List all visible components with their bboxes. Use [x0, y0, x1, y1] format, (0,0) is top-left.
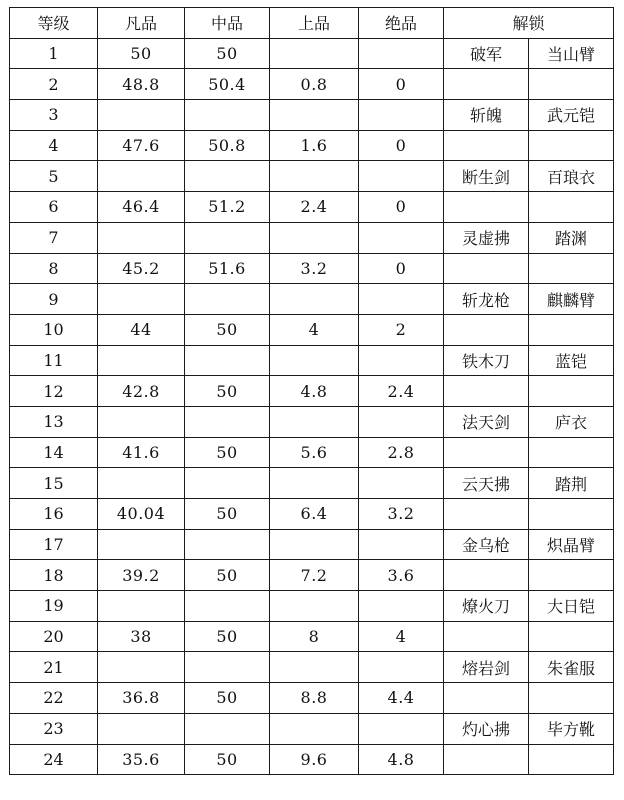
cell-jue: 0 [359, 192, 444, 223]
table-header [10, 8, 614, 39]
table-row [10, 591, 614, 622]
table-row [10, 130, 614, 161]
cell-zhong: 50 [185, 744, 270, 775]
cell-level: 13 [10, 406, 98, 437]
cell-shang: 3.2 [270, 253, 359, 284]
table-row [10, 284, 614, 315]
cell-level: 12 [10, 376, 98, 407]
cell-fan: 47.6 [98, 130, 185, 161]
cell-shang: 9.6 [270, 744, 359, 775]
cell-jue [359, 38, 444, 69]
cell-jue: 2.4 [359, 376, 444, 407]
cell-zhong [185, 161, 270, 192]
cell-level: 8 [10, 253, 98, 284]
cell-zhong [185, 284, 270, 315]
cell-jue [359, 345, 444, 376]
cell-jue: 4.8 [359, 744, 444, 775]
cell-level: 7 [10, 222, 98, 253]
cell-shang: 8 [270, 621, 359, 652]
cell-jue: 0 [359, 253, 444, 284]
cell-fan [98, 468, 185, 499]
cell-jue [359, 284, 444, 315]
cell-fan: 40.04 [98, 499, 185, 530]
cell-unlock-armor: 武元铠 [529, 100, 614, 131]
cell-zhong: 50 [185, 38, 270, 69]
table-row [10, 345, 614, 376]
cell-jue [359, 591, 444, 622]
cell-level: 22 [10, 683, 98, 714]
table-row [10, 713, 614, 744]
table-row [10, 253, 614, 284]
cell-unlock-armor [529, 192, 614, 223]
cell-unlock-weapon: 破军 [444, 38, 529, 69]
cell-jue: 2 [359, 314, 444, 345]
cell-fan: 50 [98, 38, 185, 69]
cell-level: 17 [10, 529, 98, 560]
header-row [10, 8, 614, 39]
cell-unlock-weapon [444, 192, 529, 223]
header-jue: 绝品 [359, 8, 444, 39]
table-row [10, 621, 614, 652]
table-row [10, 437, 614, 468]
cell-unlock-armor: 踏渊 [529, 222, 614, 253]
cell-zhong: 50.8 [185, 130, 270, 161]
cell-unlock-weapon: 法天剑 [444, 406, 529, 437]
cell-unlock-weapon: 灼心拂 [444, 713, 529, 744]
cell-fan [98, 161, 185, 192]
cell-shang [270, 161, 359, 192]
cell-unlock-armor [529, 744, 614, 775]
cell-unlock-weapon [444, 437, 529, 468]
cell-shang: 2.4 [270, 192, 359, 223]
cell-unlock-armor [529, 437, 614, 468]
cell-level: 2 [10, 69, 98, 100]
cell-fan: 48.8 [98, 69, 185, 100]
cell-zhong [185, 652, 270, 683]
cell-jue: 4 [359, 621, 444, 652]
cell-fan [98, 222, 185, 253]
cell-unlock-weapon [444, 314, 529, 345]
cell-unlock-armor [529, 621, 614, 652]
cell-jue: 0 [359, 130, 444, 161]
cell-jue [359, 713, 444, 744]
cell-unlock-weapon [444, 683, 529, 714]
cell-shang [270, 652, 359, 683]
cell-level: 5 [10, 161, 98, 192]
cell-unlock-weapon [444, 376, 529, 407]
table-row [10, 38, 614, 69]
cell-unlock-weapon: 铁木刀 [444, 345, 529, 376]
cell-shang [270, 100, 359, 131]
cell-fan [98, 284, 185, 315]
table-row [10, 376, 614, 407]
cell-unlock-weapon [444, 130, 529, 161]
cell-fan: 46.4 [98, 192, 185, 223]
cell-jue [359, 222, 444, 253]
cell-jue [359, 652, 444, 683]
cell-shang: 5.6 [270, 437, 359, 468]
cell-unlock-weapon: 斩魄 [444, 100, 529, 131]
table-row [10, 560, 614, 591]
cell-level: 23 [10, 713, 98, 744]
cell-unlock-armor: 大日铠 [529, 591, 614, 622]
cell-unlock-weapon: 斩龙枪 [444, 284, 529, 315]
cell-jue [359, 529, 444, 560]
cell-level: 4 [10, 130, 98, 161]
cell-zhong [185, 406, 270, 437]
cell-jue: 3.6 [359, 560, 444, 591]
cell-fan [98, 713, 185, 744]
cell-jue: 0 [359, 69, 444, 100]
cell-fan [98, 406, 185, 437]
cell-unlock-weapon [444, 499, 529, 530]
cell-zhong: 50 [185, 376, 270, 407]
cell-shang [270, 38, 359, 69]
table-body [10, 38, 614, 775]
cell-unlock-weapon [444, 560, 529, 591]
cell-level: 1 [10, 38, 98, 69]
cell-fan: 36.8 [98, 683, 185, 714]
cell-unlock-weapon: 云天拂 [444, 468, 529, 499]
cell-level: 14 [10, 437, 98, 468]
cell-unlock-armor [529, 560, 614, 591]
cell-zhong [185, 222, 270, 253]
cell-unlock-armor: 炽晶臂 [529, 529, 614, 560]
cell-unlock-armor: 庐衣 [529, 406, 614, 437]
cell-shang [270, 713, 359, 744]
cell-unlock-armor [529, 69, 614, 100]
cell-zhong: 50 [185, 437, 270, 468]
cell-zhong [185, 345, 270, 376]
table-row [10, 314, 614, 345]
cell-jue: 4.4 [359, 683, 444, 714]
cell-level: 6 [10, 192, 98, 223]
cell-unlock-armor: 当山臂 [529, 38, 614, 69]
cell-fan: 41.6 [98, 437, 185, 468]
table-row [10, 499, 614, 530]
cell-shang [270, 529, 359, 560]
cell-zhong [185, 529, 270, 560]
cell-zhong [185, 468, 270, 499]
cell-zhong: 50 [185, 314, 270, 345]
cell-zhong [185, 100, 270, 131]
cell-unlock-weapon: 金乌枪 [444, 529, 529, 560]
table-row [10, 100, 614, 131]
cell-unlock-armor: 蓝铠 [529, 345, 614, 376]
cell-zhong: 50 [185, 621, 270, 652]
table-row [10, 222, 614, 253]
cell-fan [98, 591, 185, 622]
cell-unlock-armor [529, 499, 614, 530]
cell-level: 18 [10, 560, 98, 591]
cell-unlock-weapon: 燎火刀 [444, 591, 529, 622]
cell-shang: 7.2 [270, 560, 359, 591]
cell-level: 24 [10, 744, 98, 775]
cell-unlock-armor [529, 314, 614, 345]
header-level: 等级 [10, 8, 98, 39]
cell-shang: 0.8 [270, 69, 359, 100]
cell-level: 21 [10, 652, 98, 683]
cell-unlock-weapon: 熔岩剑 [444, 652, 529, 683]
table-row [10, 69, 614, 100]
cell-fan [98, 652, 185, 683]
cell-shang [270, 284, 359, 315]
cell-unlock-weapon: 灵虚拂 [444, 222, 529, 253]
table-row [10, 744, 614, 775]
cell-level: 9 [10, 284, 98, 315]
cell-shang [270, 345, 359, 376]
cell-zhong: 50 [185, 499, 270, 530]
table-row [10, 468, 614, 499]
cell-fan [98, 529, 185, 560]
level-table [9, 7, 614, 775]
cell-shang: 1.6 [270, 130, 359, 161]
cell-fan: 42.8 [98, 376, 185, 407]
cell-shang [270, 591, 359, 622]
cell-unlock-armor: 毕方靴 [529, 713, 614, 744]
cell-zhong [185, 591, 270, 622]
cell-fan [98, 345, 185, 376]
cell-unlock-armor: 百琅衣 [529, 161, 614, 192]
cell-fan: 35.6 [98, 744, 185, 775]
cell-jue [359, 406, 444, 437]
cell-unlock-weapon [444, 621, 529, 652]
cell-unlock-armor [529, 130, 614, 161]
cell-shang: 6.4 [270, 499, 359, 530]
cell-shang [270, 222, 359, 253]
cell-level: 10 [10, 314, 98, 345]
cell-shang [270, 406, 359, 437]
cell-unlock-weapon [444, 253, 529, 284]
cell-unlock-weapon [444, 744, 529, 775]
table-row [10, 406, 614, 437]
cell-zhong [185, 713, 270, 744]
table-row [10, 529, 614, 560]
header-zhong: 中品 [185, 8, 270, 39]
cell-shang [270, 468, 359, 499]
cell-level: 20 [10, 621, 98, 652]
cell-zhong: 50 [185, 683, 270, 714]
header-unlock: 解锁 [444, 8, 614, 39]
cell-fan: 45.2 [98, 253, 185, 284]
cell-unlock-armor: 朱雀服 [529, 652, 614, 683]
cell-jue [359, 100, 444, 131]
cell-zhong: 50.4 [185, 69, 270, 100]
cell-unlock-weapon: 断生剑 [444, 161, 529, 192]
cell-fan: 39.2 [98, 560, 185, 591]
table-row [10, 683, 614, 714]
cell-unlock-armor [529, 253, 614, 284]
cell-fan: 44 [98, 314, 185, 345]
cell-unlock-armor [529, 376, 614, 407]
cell-unlock-weapon [444, 69, 529, 100]
cell-unlock-armor [529, 683, 614, 714]
table-row [10, 652, 614, 683]
cell-jue: 3.2 [359, 499, 444, 530]
cell-fan [98, 100, 185, 131]
cell-zhong: 50 [185, 560, 270, 591]
cell-level: 16 [10, 499, 98, 530]
header-fan: 凡品 [98, 8, 185, 39]
cell-level: 11 [10, 345, 98, 376]
table-row [10, 161, 614, 192]
cell-zhong: 51.6 [185, 253, 270, 284]
cell-level: 15 [10, 468, 98, 499]
cell-fan: 38 [98, 621, 185, 652]
cell-zhong: 51.2 [185, 192, 270, 223]
cell-jue [359, 468, 444, 499]
cell-shang: 8.8 [270, 683, 359, 714]
cell-shang: 4 [270, 314, 359, 345]
cell-unlock-armor: 麒麟臂 [529, 284, 614, 315]
cell-level: 3 [10, 100, 98, 131]
header-shang: 上品 [270, 8, 359, 39]
cell-unlock-armor: 踏荆 [529, 468, 614, 499]
table-row [10, 192, 614, 223]
cell-level: 19 [10, 591, 98, 622]
cell-jue [359, 161, 444, 192]
cell-shang: 4.8 [270, 376, 359, 407]
cell-jue: 2.8 [359, 437, 444, 468]
